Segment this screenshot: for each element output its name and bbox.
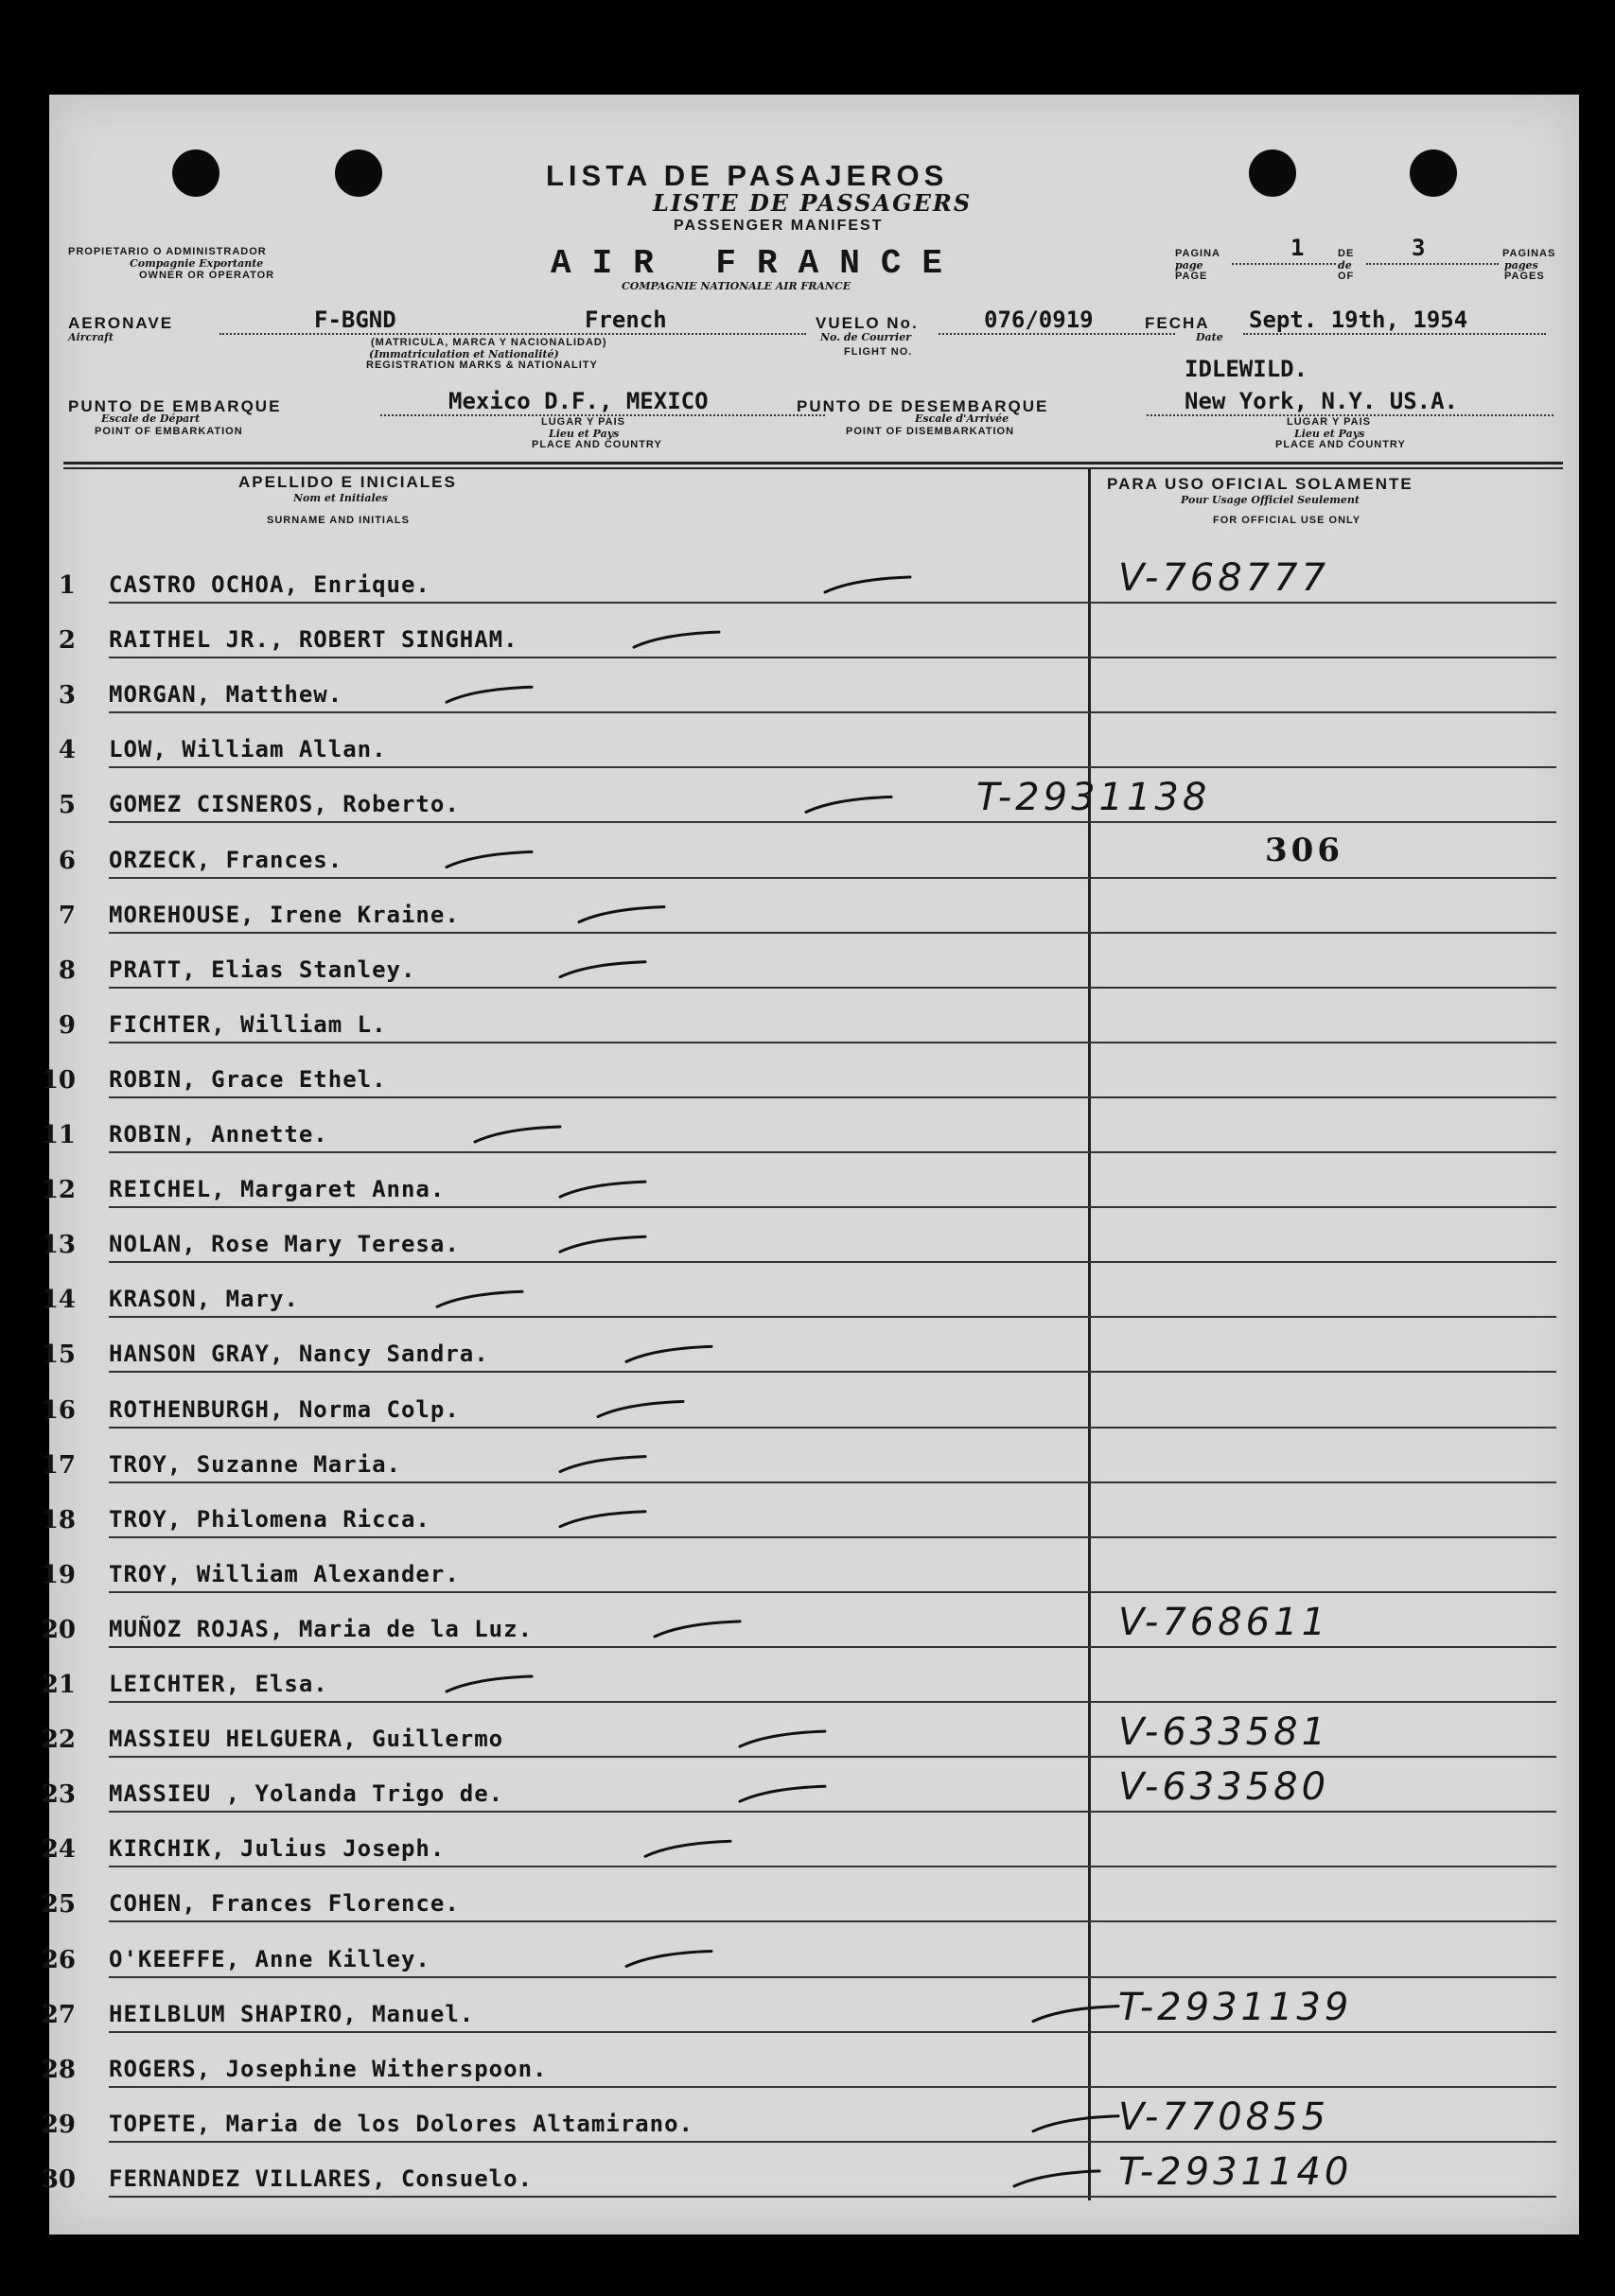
pages-label-es: PAGINAS bbox=[1502, 248, 1556, 259]
check-mark-stroke bbox=[1033, 2007, 1118, 2022]
passenger-name: ROGERS, Josephine Witherspoon. bbox=[109, 2055, 548, 2082]
page-label-es: PAGINA bbox=[1175, 248, 1220, 259]
col-official-en: FOR OFFICIAL USE ONLY bbox=[1213, 515, 1361, 526]
passenger-number: 5 bbox=[58, 791, 76, 820]
airline-sub: COMPAGNIE NATIONALE AIR FRANCE bbox=[622, 280, 851, 292]
official-entry: T-2931139 bbox=[1118, 1985, 1353, 2029]
place-label-en: PLACE AND COUNTRY bbox=[532, 439, 662, 450]
check-mark-stroke bbox=[598, 1402, 683, 1417]
check-mark-stroke bbox=[447, 852, 532, 868]
passenger-name: O'KEEFFE, Anne Killey. bbox=[109, 1945, 430, 1972]
place2-label-en: PLACE AND COUNTRY bbox=[1275, 439, 1406, 450]
aircraft-nat: French bbox=[585, 307, 667, 333]
embark-label: PUNTO DE EMBARQUE bbox=[68, 397, 282, 415]
date-label: FECHA bbox=[1145, 314, 1210, 332]
passenger-number: 10 bbox=[41, 1065, 76, 1095]
check-marks bbox=[49, 95, 1579, 2235]
passenger-number: 25 bbox=[41, 1890, 76, 1919]
reg-label-fr: (Immatriculation et Nationalité) bbox=[369, 348, 559, 360]
aircraft-reg: F-BGND bbox=[314, 307, 396, 333]
official-entry: V-768611 bbox=[1118, 1600, 1330, 1644]
passenger-number: 23 bbox=[41, 1780, 76, 1810]
passenger-name: ROTHENBURGH, Norma Colp. bbox=[109, 1395, 460, 1423]
official-entry: V-633580 bbox=[1118, 1765, 1330, 1810]
embark-label-fr: Escale de Départ bbox=[101, 412, 201, 425]
check-mark-stroke bbox=[437, 1291, 522, 1306]
passenger-number: 26 bbox=[41, 1945, 76, 1974]
check-mark-stroke bbox=[475, 1127, 560, 1142]
passenger-name: PRATT, Elias Stanley. bbox=[109, 955, 416, 983]
disembark-place-1: IDLEWILD. bbox=[1185, 356, 1308, 382]
passenger-name: FERNANDEZ VILLARES, Consuelo. bbox=[109, 2165, 534, 2192]
page-label-en: PAGE bbox=[1175, 271, 1208, 282]
flight-number: 076/0919 bbox=[984, 307, 1094, 333]
place-label-es: LUGAR Y PAIS bbox=[541, 416, 626, 428]
check-mark-stroke bbox=[806, 797, 891, 812]
passenger-name: TROY, Suzanne Maria. bbox=[109, 1450, 401, 1478]
check-mark-stroke bbox=[740, 1786, 825, 1801]
passenger-name: MASSIEU HELGUERA, Guillermo bbox=[109, 1726, 504, 1753]
check-mark-stroke bbox=[626, 1346, 711, 1361]
official-entry: 306 bbox=[1265, 831, 1343, 869]
official-entry: T-2931140 bbox=[1118, 2149, 1353, 2194]
owner-label-fr: Compagnie Exportante bbox=[130, 257, 264, 270]
check-mark-stroke bbox=[560, 1236, 645, 1252]
aircraft-label: AERONAVE bbox=[68, 314, 174, 332]
passenger-number: 7 bbox=[58, 901, 76, 930]
check-mark-stroke bbox=[740, 1731, 825, 1746]
check-mark-stroke bbox=[645, 1841, 730, 1856]
pages-number: 3 bbox=[1412, 235, 1426, 261]
passenger-number: 13 bbox=[41, 1231, 76, 1260]
airline-name: AIR FRANCE bbox=[551, 244, 964, 283]
passenger-name: TOPETE, Maria de los Dolores Altamirano. bbox=[109, 2110, 693, 2137]
disembark-label-fr: Escale d'Arrivée bbox=[915, 412, 1009, 425]
col-official-fr: Pour Usage Officiel Seulement bbox=[1181, 494, 1360, 506]
of-label-en: OF bbox=[1338, 271, 1355, 282]
page-label-fr: page bbox=[1175, 259, 1203, 272]
official-entry: V-633581 bbox=[1118, 1710, 1330, 1755]
flight-label-en: FLIGHT NO. bbox=[844, 346, 913, 358]
passenger-number: 6 bbox=[58, 846, 76, 875]
passenger-number: 28 bbox=[41, 2055, 76, 2084]
check-mark-stroke bbox=[634, 632, 719, 647]
of-label-es: DE bbox=[1338, 248, 1355, 259]
passenger-number: 20 bbox=[41, 1615, 76, 1644]
passenger-number: 8 bbox=[58, 955, 76, 985]
passenger-name: TROY, Philomena Ricca. bbox=[109, 1505, 430, 1533]
pages-label-fr: pages bbox=[1504, 259, 1538, 272]
passenger-number: 22 bbox=[41, 1726, 76, 1755]
passenger-name: MORGAN, Matthew. bbox=[109, 681, 343, 709]
check-mark-stroke bbox=[825, 577, 910, 592]
passenger-name: TROY, William Alexander. bbox=[109, 1560, 460, 1587]
passenger-number: 15 bbox=[41, 1341, 76, 1370]
page-number: 1 bbox=[1290, 235, 1305, 261]
disembark-label: PUNTO DE DESEMBARQUE bbox=[797, 397, 1049, 415]
reg-label-es: (MATRICULA, MARCA Y NACIONALIDAD) bbox=[371, 337, 607, 348]
title-es: LISTA DE PASAJEROS bbox=[546, 159, 949, 192]
flight-date: Sept. 19th, 1954 bbox=[1249, 307, 1468, 333]
passenger-name: RAITHEL JR., ROBERT SINGHAM. bbox=[109, 626, 518, 654]
place-label-fr: Lieu et Pays bbox=[549, 428, 620, 440]
title-fr: LISTE DE PASSAGERS bbox=[653, 189, 973, 217]
passenger-name: CASTRO OCHOA, Enrique. bbox=[109, 571, 430, 598]
check-mark-stroke bbox=[560, 962, 645, 977]
passenger-name: KIRCHIK, Julius Joseph. bbox=[109, 1835, 446, 1863]
check-mark-stroke bbox=[655, 1621, 740, 1637]
passenger-number: 19 bbox=[41, 1560, 76, 1589]
passenger-name: ORZECK, Frances. bbox=[109, 846, 343, 873]
passenger-number: 30 bbox=[41, 2165, 76, 2194]
passenger-name: HEILBLUM SHAPIRO, Manuel. bbox=[109, 2000, 475, 2027]
of-label-fr: de bbox=[1338, 259, 1352, 272]
check-mark-stroke bbox=[560, 1457, 645, 1472]
passenger-name: HANSON GRAY, Nancy Sandra. bbox=[109, 1341, 489, 1368]
passenger-number: 24 bbox=[41, 1835, 76, 1865]
date-label-fr: Date bbox=[1196, 331, 1223, 343]
check-mark-stroke bbox=[579, 907, 664, 922]
check-mark-stroke bbox=[447, 687, 532, 702]
owner-label-en: OWNER OR OPERATOR bbox=[139, 270, 275, 281]
passenger-name: MOREHOUSE, Irene Kraine. bbox=[109, 901, 460, 928]
passenger-name: GOMEZ CISNEROS, Roberto. bbox=[109, 791, 460, 818]
check-mark-stroke bbox=[447, 1676, 532, 1691]
passenger-name: FICHTER, William L. bbox=[109, 1010, 387, 1038]
pages-label-en: PAGES bbox=[1504, 271, 1545, 282]
passenger-name: LEICHTER, Elsa. bbox=[109, 1671, 328, 1697]
embark-place: Mexico D.F., MEXICO bbox=[448, 388, 709, 414]
col-name-es: APELLIDO E INICIALES bbox=[238, 473, 457, 491]
check-mark-stroke bbox=[1014, 2171, 1099, 2186]
passenger-number: 11 bbox=[41, 1121, 76, 1149]
passenger-name: KRASON, Mary. bbox=[109, 1286, 299, 1313]
place2-label-fr: Lieu et Pays bbox=[1294, 428, 1365, 440]
passenger-number: 4 bbox=[58, 736, 76, 765]
passenger-name: MUÑOZ ROJAS, Maria de la Luz. bbox=[109, 1615, 534, 1642]
owner-label-es: PROPIETARIO O ADMINISTRADOR bbox=[68, 246, 267, 257]
passenger-number: 16 bbox=[41, 1395, 76, 1425]
passenger-number: 18 bbox=[41, 1505, 76, 1534]
disembark-place-2: New York, N.Y. US.A. bbox=[1185, 388, 1458, 414]
place2-label-es: LUGAR Y PAIS bbox=[1287, 416, 1372, 428]
flight-label-fr: No. de Courrier bbox=[820, 331, 912, 343]
manifest-page bbox=[41, 95, 1579, 2235]
official-entry: V-770855 bbox=[1118, 2094, 1330, 2139]
passenger-number: 27 bbox=[41, 2000, 76, 2029]
passenger-number: 9 bbox=[58, 1010, 76, 1040]
check-mark-stroke bbox=[626, 1952, 711, 1967]
disembark-label-en: POINT OF DISEMBARKATION bbox=[846, 426, 1015, 437]
check-mark-stroke bbox=[560, 1512, 645, 1527]
passenger-number: 29 bbox=[41, 2110, 76, 2139]
passenger-name: COHEN, Frances Florence. bbox=[109, 1890, 460, 1918]
check-mark-stroke bbox=[560, 1182, 645, 1197]
title-en: PASSENGER MANIFEST bbox=[674, 218, 884, 234]
passenger-name: ROBIN, Annette. bbox=[109, 1121, 328, 1148]
passenger-number: 2 bbox=[58, 626, 76, 656]
col-name-fr: Nom et Initiales bbox=[293, 492, 388, 504]
passenger-name: LOW, William Allan. bbox=[109, 736, 387, 763]
passenger-number: 1 bbox=[58, 571, 76, 600]
aircraft-label-fr: Aircraft bbox=[68, 331, 114, 343]
col-official-es: PARA USO OFICIAL SOLAMENTE bbox=[1107, 475, 1413, 493]
check-mark-stroke bbox=[1033, 2116, 1118, 2131]
passenger-name: REICHEL, Margaret Anna. bbox=[109, 1176, 446, 1203]
reg-label-en: REGISTRATION MARKS & NATIONALITY bbox=[366, 359, 598, 371]
official-entry: T-2931138 bbox=[976, 776, 1211, 820]
passenger-name: NOLAN, Rose Mary Teresa. bbox=[109, 1231, 460, 1258]
flight-label: VUELO No. bbox=[816, 314, 919, 332]
passenger-number: 17 bbox=[41, 1450, 76, 1480]
passenger-name: MASSIEU , Yolanda Trigo de. bbox=[109, 1780, 504, 1808]
embark-label-en: POINT OF EMBARKATION bbox=[95, 426, 243, 437]
passenger-number: 14 bbox=[41, 1286, 76, 1315]
passenger-name: ROBIN, Grace Ethel. bbox=[109, 1065, 387, 1093]
passenger-number: 3 bbox=[58, 681, 76, 710]
col-name-en: SURNAME AND INITIALS bbox=[267, 515, 410, 526]
official-entry: V-768777 bbox=[1118, 556, 1330, 600]
passenger-number: 21 bbox=[41, 1671, 76, 1699]
passenger-number: 12 bbox=[41, 1176, 76, 1205]
